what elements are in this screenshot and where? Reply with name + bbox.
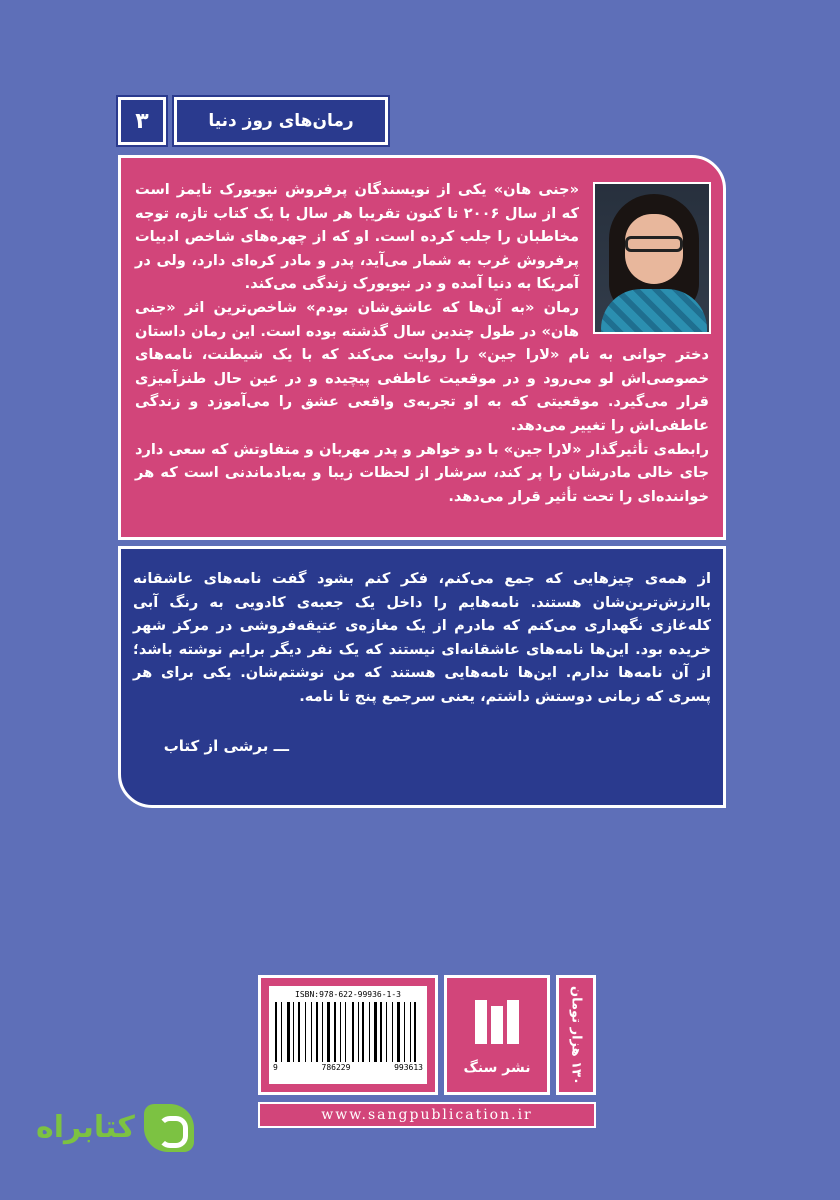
author-bio-text (135, 178, 709, 508)
series-title: رمان‌های روز دنیا (174, 97, 388, 145)
barcode-digits-left: 786229 (321, 1063, 351, 1072)
excerpt-label: ـــ برشی از کتاب (163, 737, 289, 755)
series-bar (118, 97, 388, 145)
barcode (269, 986, 427, 1084)
barcode-digits (273, 1063, 423, 1072)
price-text: ۱۳۰ هزار تومان (568, 985, 584, 1085)
author-bio-panel (118, 155, 726, 540)
series-number: ۳ (118, 97, 166, 145)
bio-paragraph-2: رمان «به آن‌ها که عاشق‌شان بودم» شاخص‌ترین اثر «جنی هان» در طول چندین سال گذشته بوده است. این رمان داستان دختر جوانی به نام «لارا جین» را روایت می‌کند که با یک شیطنت، نامه‌های خصوصی‌اش لو می‌رود و در موقعیت عاطفی پیچیده و در عین حال طنزآمیزی قرار می‌گیرد. موقعیتی که به او تجربه‌ی واقعی عشق را می‌آموزد و زندگی عاطفی‌اش را تغییر می‌دهد. (135, 298, 709, 434)
watermark-text: کتابراه (36, 1110, 135, 1145)
isbn-text: ISBN:978-622-99936-1-3 (295, 990, 401, 999)
excerpt-panel (118, 546, 726, 808)
website-box (258, 1102, 596, 1128)
publisher-logo-icon (475, 1000, 521, 1044)
ketabrah-logo-icon (144, 1104, 194, 1152)
bio-paragraph-3: رابطه‌ی تأثیرگذار «لارا جین» با دو خواهر و پدر مهربان و متفاوتش که سعی دارد جای خالی مادرشان را پر کند، سرشار از لحظات زیبا و به‌یادماندنی است که هر خواننده‌ای را تحت تأثیر قرار می‌دهد. (135, 440, 709, 505)
excerpt-text: از همه‌ی چیزهایی که جمع می‌کنم، فکر کنم بشود گفت نامه‌های عاشقانه باارزش‌ترین‌شان هستند. نامه‌هایم را داخل یک جعبه‌ی کادویی به رنگ آبی کله‌غازی نگهداری می‌کنم که مادرم از یک مغازه‌ی عتیقه‌فروشی در مرکز شهر خریده بود. این‌ها نامه‌های عاشقانه‌ای نیستند که یک نفر دیگر برایم نوشته باشد؛ از آن نامه‌ها ندارم. این‌ها نامه‌هایی هستند که من نوشتم‌شان. یکی برای هر پسری که زمانی دوستش داشتم، یعنی سرجمع پنج تا نامه. (133, 570, 711, 705)
ketabrah-watermark (36, 1098, 196, 1156)
barcode-box (258, 975, 438, 1095)
barcode-digits-right: 993613 (394, 1063, 423, 1072)
website-url: www.sangpublication.ir (321, 1107, 533, 1123)
bio-paragraph-1: «جنی هان» یکی از نویسندگان پرفروش نیویورک تایمز است که از سال ۲۰۰۶ تا کنون تقریبا هر سال با یک کتاب تازه، توجه مخاطبان را جلب کرده است. او که از چهره‌های شاخص ادبیات پرفروش غرب به شمار می‌آید، پدر و مادر کره‌ای دارد، ولی در آمریکا به دنیا آمده و در نیویورک زندگی می‌کند. (135, 181, 579, 293)
publisher-name: نشر سنگ (463, 1060, 531, 1076)
barcode-digit-first: 9 (273, 1063, 278, 1072)
publisher-box (444, 975, 550, 1095)
barcode-bars (273, 1002, 423, 1062)
price-box (556, 975, 596, 1095)
